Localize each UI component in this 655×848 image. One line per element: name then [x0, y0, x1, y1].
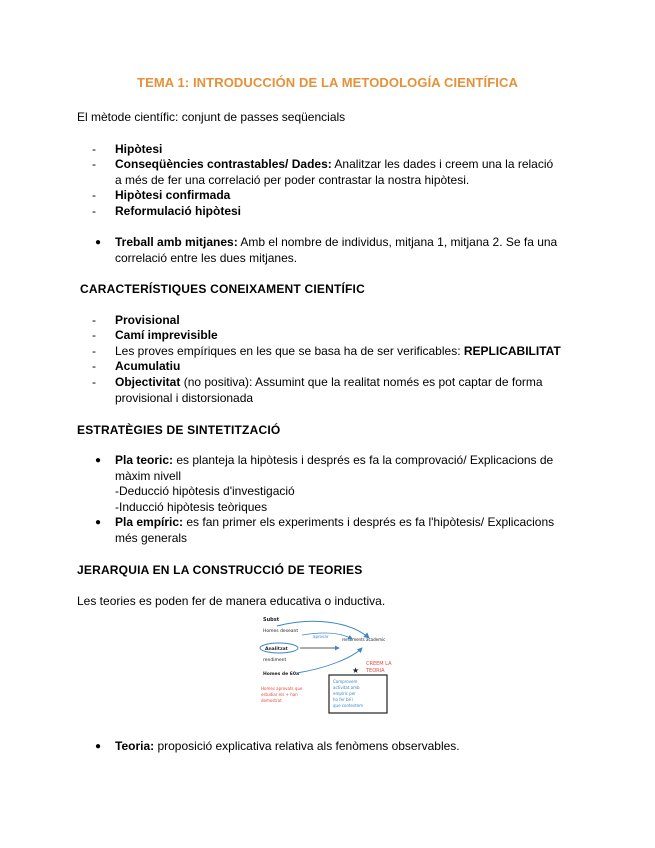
- hierarchy-sketch: [257, 613, 404, 715]
- bullet-marker: ●: [95, 455, 102, 466]
- list-item: [92, 142, 562, 158]
- step-text: Analitzar les dades i creem una la relació a més de fer una correlació per poder contrastar la nostra hipòtesi.: [115, 157, 554, 187]
- item-text: (no positiva): Assumint que la realitat només es pot captar de forma provisional i distorsionada: [115, 375, 543, 405]
- step-label: Conseqüències contrastables/ Dades:: [115, 157, 332, 171]
- step-label: Hipòtesi: [115, 142, 163, 156]
- step-label: Hipòtesi confirmada: [115, 188, 231, 202]
- sketch-node: rendiments academic: [342, 637, 386, 642]
- treball-text: Amb el nombre de individus, mitjana 1, mitjana 2. Se fa una correlació entre les dues mitjanes.: [115, 235, 558, 265]
- sketch-node: Comprovem: [333, 679, 358, 684]
- teoria-text: proposició explicativa relativa als fenòmens observables.: [154, 739, 460, 753]
- sketch-node: activitat amb: [333, 685, 360, 690]
- list-item: [92, 344, 562, 360]
- bullet-marker: ●: [95, 517, 102, 528]
- step-label: Reformulació hipòtesi: [115, 204, 242, 218]
- list-item: [92, 515, 562, 546]
- bullet-marker: ●: [95, 741, 102, 752]
- sketch-node: demostrat: [261, 698, 282, 703]
- sketch-node: Subst: [263, 617, 280, 623]
- sketch-node: rendiment: [263, 658, 287, 663]
- pla-empiric-label: Pla empíric:: [115, 515, 184, 529]
- list-item: [92, 235, 562, 266]
- sketch-node: que contestem: [333, 703, 364, 708]
- bullet-marker: ●: [95, 237, 102, 248]
- item-label: Provisional: [115, 313, 180, 327]
- sketch-node: aprovar: [313, 634, 329, 639]
- list-item: [92, 328, 562, 344]
- list-marker: -: [92, 359, 96, 373]
- sketch-node: CREEM LA: [366, 661, 392, 667]
- sub-item: -Deducció hipòtesis d'investigació: [115, 484, 295, 498]
- sketch-node: Homes aprovats que: [261, 686, 303, 691]
- list-marker: -: [92, 375, 96, 389]
- page-title: TEMA 1: INTRODUCCIÓN DE LA METODOLOGÍA CIENTÍFICA: [137, 75, 518, 90]
- item-label: Objectivitat: [115, 375, 181, 389]
- intro-text: El mètode científic: conjunt de passes seqüencials: [77, 110, 346, 124]
- item-text: Les proves empíriques en les que se basa ha de ser verificables:: [115, 344, 464, 358]
- item-label: Camí imprevisible: [115, 328, 218, 342]
- list-marker: -: [92, 313, 96, 327]
- sketch-node: Homes de 60a: [263, 672, 299, 677]
- sketch-node: TEORIA: [366, 668, 385, 674]
- list-item: [92, 313, 562, 329]
- list-marker: -: [92, 204, 96, 218]
- list-marker: -: [92, 344, 96, 358]
- list-marker: -: [92, 142, 96, 156]
- item-emphasis: REPLICABILITAT: [463, 344, 561, 358]
- list-marker: -: [92, 188, 96, 202]
- list-item: [92, 375, 562, 406]
- list-item: [92, 157, 562, 188]
- star-icon: ★: [352, 666, 360, 675]
- pla-teoric-text: es planteja la hipòtesis i després es fa la comprovació/ Explicacions de màxim nivell: [115, 453, 554, 483]
- sketch-node: Analitzat: [265, 647, 288, 652]
- section-heading: CARACTERÍSTIQUES CONEIXAMENT CIENTÍFIC: [80, 282, 365, 296]
- item-label: Acumulatiu: [115, 359, 181, 373]
- pla-empiric-text: es fan primer els experiments i després es fa l'hipòtesis/ Explicacions més generals: [115, 515, 555, 545]
- pla-teoric-label: Pla teoric:: [115, 453, 174, 467]
- list-item: [92, 188, 562, 204]
- teoria-label: Teoria:: [115, 739, 155, 753]
- sketch-node: empíric per: [333, 691, 356, 696]
- list-item: [92, 739, 562, 755]
- sketch-node: estudiar els + han: [261, 692, 298, 697]
- list-marker: -: [92, 157, 96, 171]
- section-heading: JERARQUIA EN LA CONSTRUCCIÓ DE TEORIES: [77, 563, 363, 577]
- section-intro: Les teories es poden fer de manera educativa o inductiva.: [77, 594, 386, 608]
- list-item: [92, 453, 562, 515]
- sketch-node: Homes deseant: [263, 629, 299, 634]
- treball-label: Treball amb mitjanes:: [115, 235, 238, 249]
- sub-item: -Inducció hipòtesis teòriques: [115, 499, 268, 514]
- sketch-node: ho fer bé i: [333, 697, 354, 702]
- list-item: [92, 204, 562, 220]
- list-marker: -: [92, 328, 96, 342]
- section-heading: ESTRATÈGIES DE SINTETITZACIÓ: [77, 423, 281, 437]
- list-item: [92, 359, 562, 375]
